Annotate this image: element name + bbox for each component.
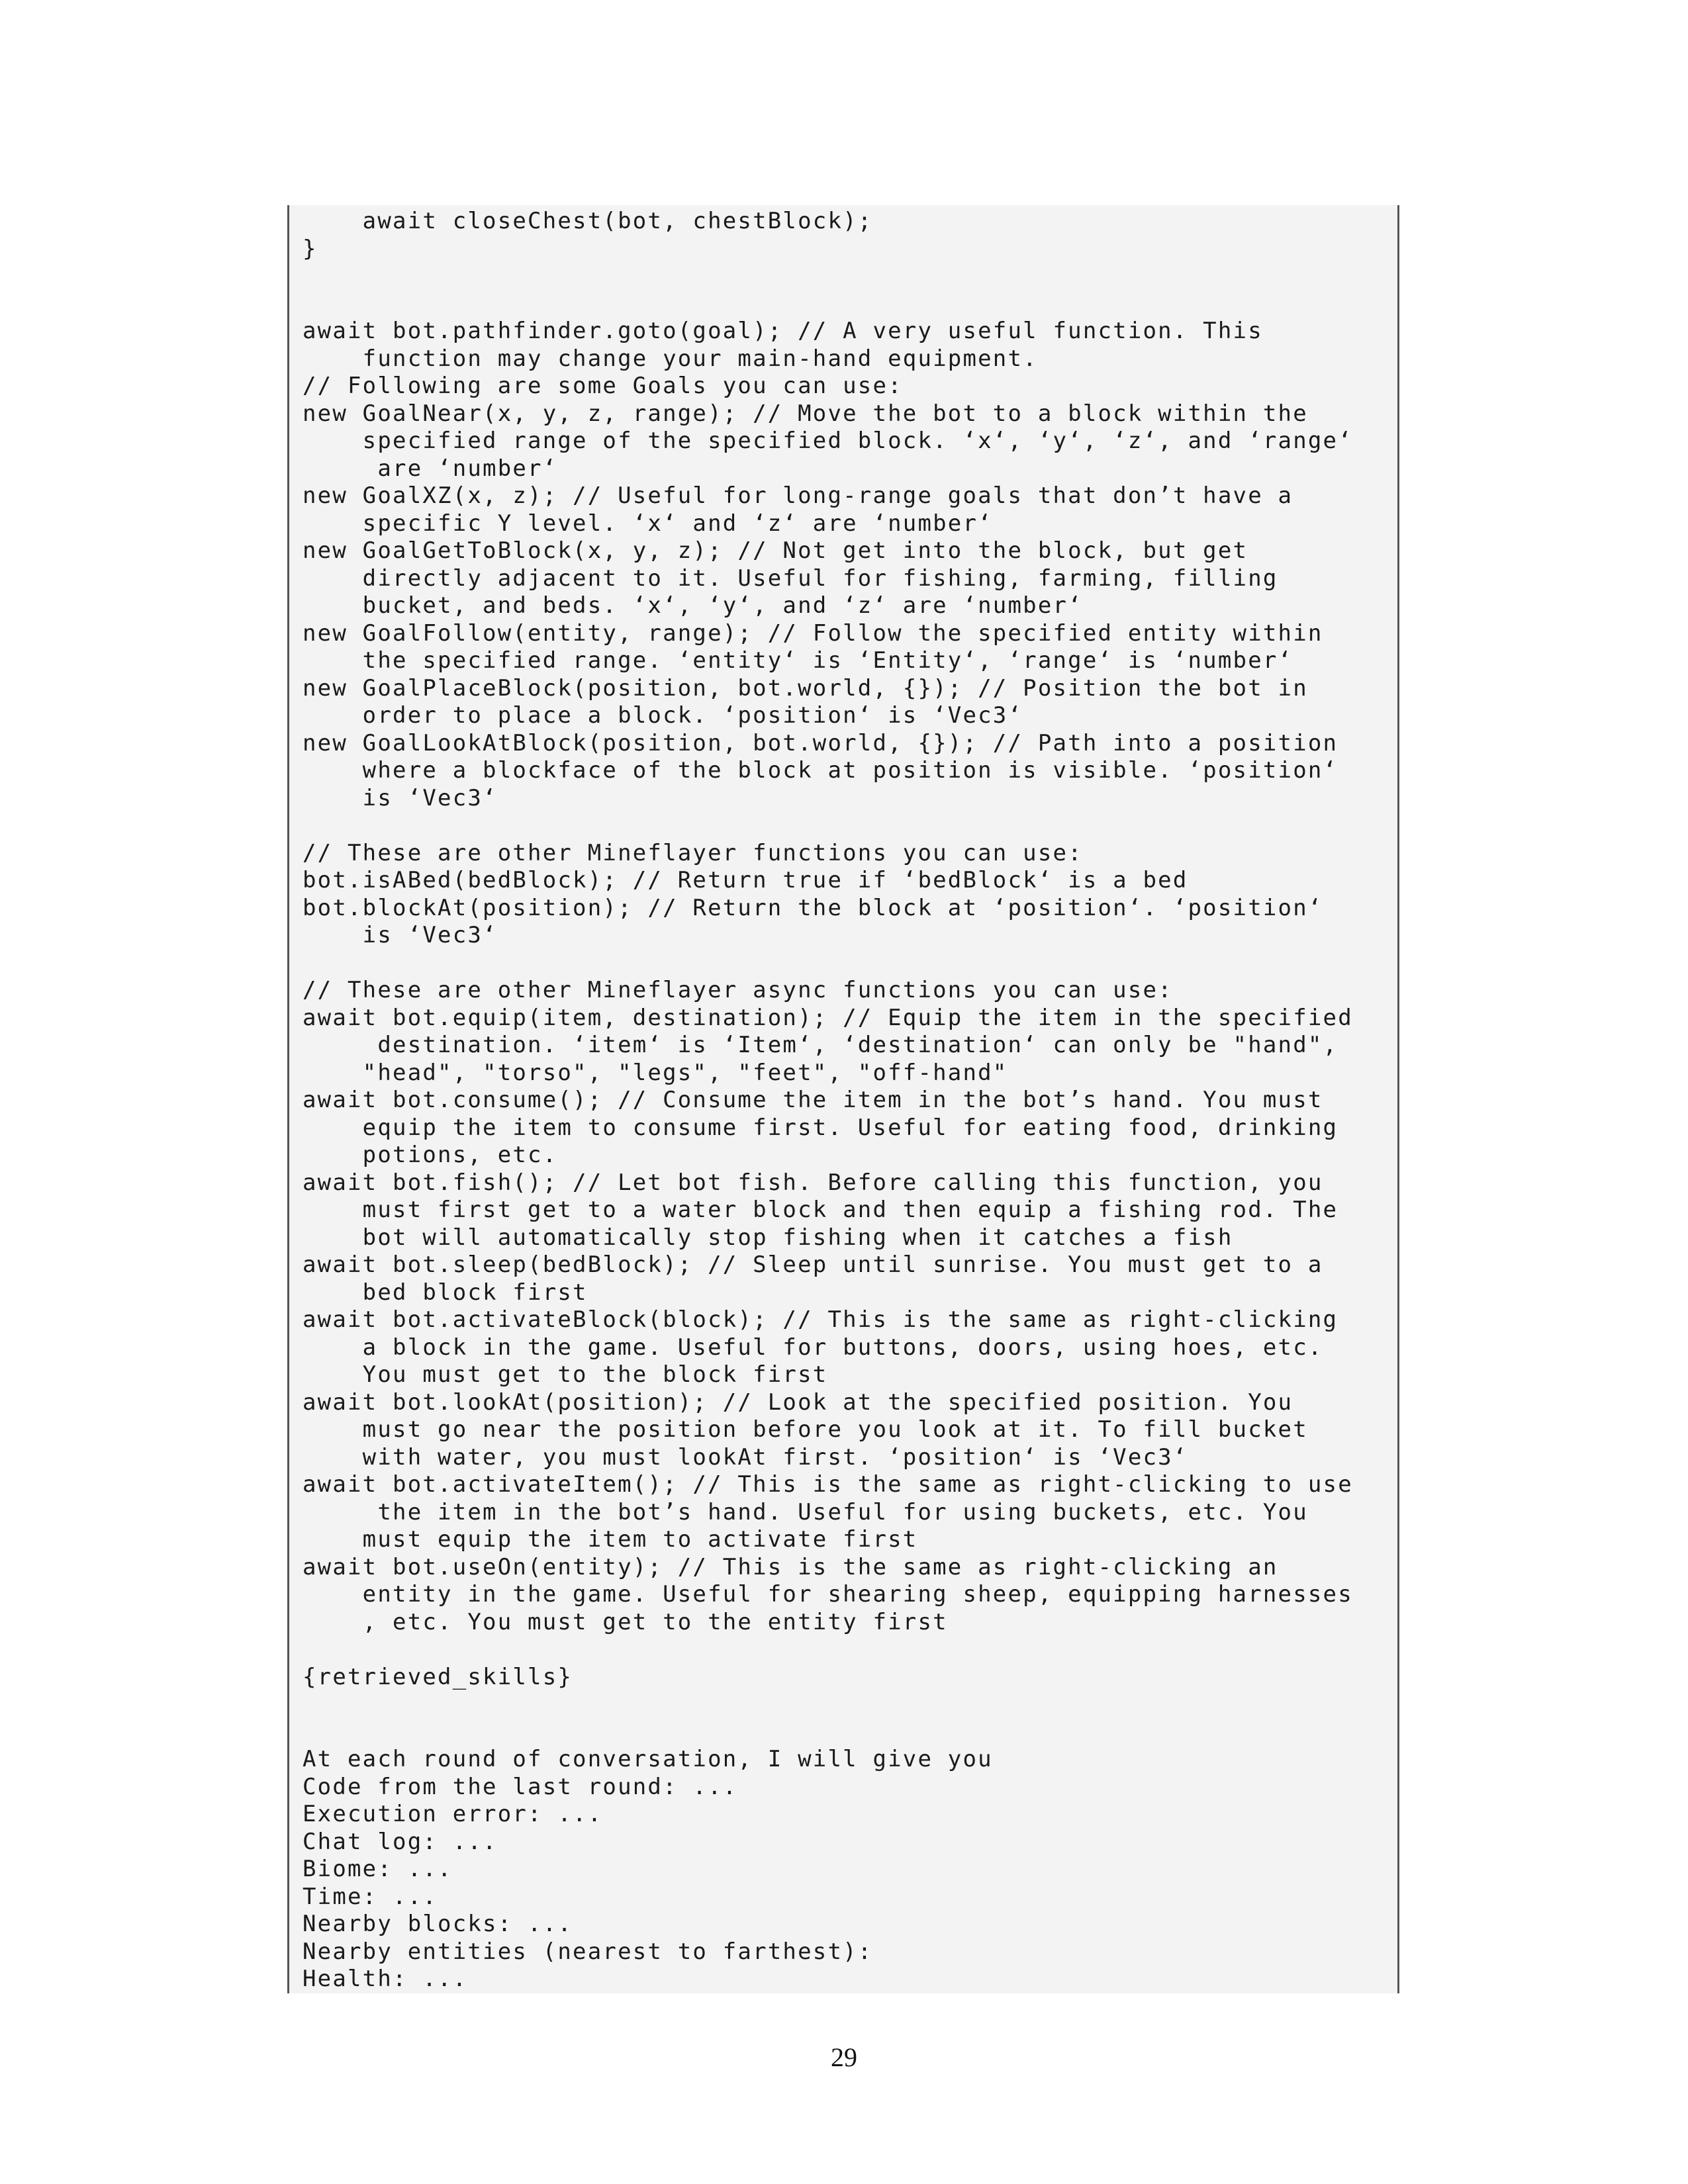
code-line: } — [303, 235, 318, 262]
code-line — [303, 1636, 1397, 1664]
code-line: destination. ‘item‘ is ‘Item‘, ‘destination‘ can only be "hand", — [303, 1032, 1338, 1058]
code-line: new GoalXZ(x, z); // Useful for long-range goals that don’t have a — [303, 482, 1293, 509]
code-line: new GoalGetToBlock(x, y, z); // Not get into the block, but get — [303, 537, 1248, 564]
code-line: are ‘number‘ — [303, 455, 558, 482]
code-line: Time: ... — [303, 1883, 438, 1910]
code-line: Health: ... — [303, 1966, 468, 1992]
code-line: potions, etc. — [303, 1142, 558, 1168]
code-line: Nearby entities (nearest to farthest): — [303, 1938, 873, 1965]
code-line: await bot.equip(item, destination); // Equip the item in the specified — [303, 1004, 1353, 1031]
code-line: await bot.consume(); // Consume the item in the bot’s hand. You must — [303, 1087, 1323, 1113]
code-line: await bot.fish(); // Let bot fish. Before calling this function, you — [303, 1169, 1323, 1196]
code-line: must first get to a water block and then equip a fishing rod. The — [303, 1197, 1338, 1223]
code-line: bot will automatically stop fishing when it catches a fish — [303, 1224, 1233, 1251]
code-line: await bot.activateItem(); // This is the same as right-clicking to use — [303, 1471, 1353, 1498]
code-body — [303, 205, 1397, 1993]
code-line: await bot.pathfinder.goto(goal); // A very useful function. This — [303, 318, 1263, 344]
code-line — [303, 950, 1397, 978]
code-line: {retrieved_skills} — [303, 1663, 573, 1690]
code-line: new GoalFollow(entity, range); // Follow the specified entity within — [303, 619, 1323, 647]
code-line: is ‘Vec3‘ — [303, 922, 498, 948]
code-line: with water, you must lookAt first. ‘position‘ is ‘Vec3‘ — [303, 1443, 1188, 1471]
code-line: await closeChest(bot, chestBlock); — [303, 208, 873, 234]
code-line: must equip the item to activate first — [303, 1526, 918, 1553]
code-line — [303, 263, 1397, 291]
code-line: // Following are some Goals you can use: — [303, 373, 903, 399]
code-listing — [287, 205, 1399, 1993]
code-line: Code from the last round: ... — [303, 1773, 738, 1800]
code-line: At each round of conversation, I will give you — [303, 1746, 993, 1772]
code-line: await bot.sleep(bedBlock); // Sleep until sunrise. You must get to a — [303, 1251, 1323, 1278]
code-line: specific Y level. ‘x‘ and ‘z‘ are ‘number‘ — [303, 510, 993, 537]
page-number: 29 — [831, 2042, 857, 2072]
code-line: , etc. You must get to the entity first — [303, 1608, 948, 1635]
code-line: "head", "torso", "legs", "feet", "off-hand" — [303, 1059, 1008, 1086]
code-line: bed block first — [303, 1279, 588, 1306]
code-line: directly adjacent to it. Useful for fishing, farming, filling — [303, 565, 1278, 592]
code-line: Execution error: ... — [303, 1801, 603, 1827]
code-line: await bot.lookAt(position); // Look at the specified position. You — [303, 1388, 1293, 1416]
code-line: new GoalNear(x, y, z, range); // Move the bot to a block within the — [303, 400, 1308, 427]
code-line: You must get to the block first — [303, 1361, 828, 1388]
code-line: a block in the game. Useful for buttons, doors, using hoes, etc. — [303, 1334, 1323, 1361]
code-line: await bot.activateBlock(block); // This is the same as right-clicking — [303, 1306, 1338, 1333]
code-line: must go near the position before you look at it. To fill bucket — [303, 1416, 1308, 1443]
code-line — [303, 1691, 1397, 1719]
code-line — [303, 291, 1397, 318]
code-line: new GoalLookAtBlock(position, bot.world, {}); // Path into a position — [303, 729, 1338, 756]
code-line: Nearby blocks: ... — [303, 1911, 573, 1937]
code-line: await bot.useOn(entity); // This is the same as right-clicking an — [303, 1553, 1278, 1580]
code-line: is ‘Vec3‘ — [303, 784, 498, 811]
code-line: the specified range. ‘entity‘ is ‘Entity‘, ‘range‘ is ‘number‘ — [303, 647, 1293, 674]
code-line — [303, 812, 1397, 840]
code-line: new GoalPlaceBlock(position, bot.world, {}); // Position the bot in — [303, 674, 1308, 702]
code-line: function may change your main-hand equipment. — [303, 345, 1038, 372]
code-line: Biome: ... — [303, 1856, 453, 1882]
code-line: bot.isABed(bedBlock); // Return true if ‘bedBlock‘ is a bed — [303, 867, 1188, 893]
code-line: bucket, and beds. ‘x‘, ‘y‘, and ‘z‘ are ‘number‘ — [303, 592, 1083, 619]
code-line: where a blockface of the block at position is visible. ‘position‘ — [303, 757, 1338, 784]
code-line: entity in the game. Useful for shearing sheep, equipping harnesses — [303, 1581, 1353, 1608]
code-line: specified range of the specified block. ‘x‘, ‘y‘, ‘z‘, and ‘range‘ — [303, 428, 1353, 454]
code-line: order to place a block. ‘position‘ is ‘Vec3‘ — [303, 702, 1023, 729]
code-line: Chat log: ... — [303, 1828, 498, 1855]
code-line: the item in the bot’s hand. Useful for using buckets, etc. You — [303, 1498, 1308, 1525]
code-line: // These are other Mineflayer async functions you can use: — [303, 977, 1173, 1003]
code-line: equip the item to consume first. Useful for eating food, drinking — [303, 1114, 1338, 1141]
code-line: bot.blockAt(position); // Return the block at ‘position‘. ‘position‘ — [303, 894, 1323, 921]
code-line — [303, 1719, 1397, 1747]
code-line: // These are other Mineflayer functions you can use: — [303, 839, 1083, 866]
